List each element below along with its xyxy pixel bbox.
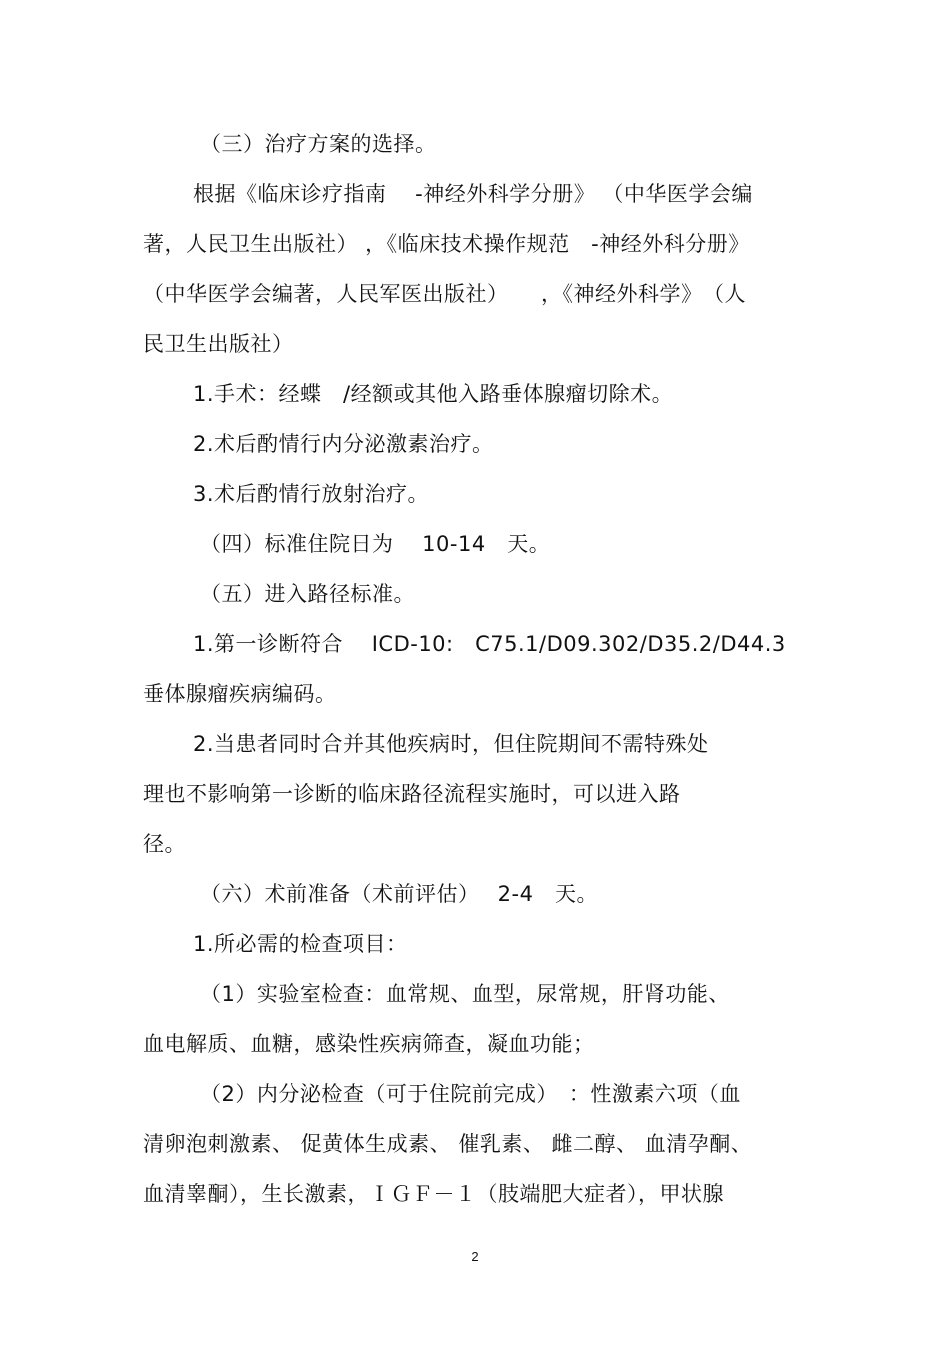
text-line-11: 1.第一诊断符合 ICD-10: C75.1/D09.302/D35.2/D44.3 [193,632,786,656]
text-line-13: 2.当患者同时合并其他疾病时，但住院期间不需特殊处 [193,732,709,756]
text-line-12: 垂体腺瘤疾病编码。 [143,682,337,706]
text-line-17: 1.所必需的检查项目： [193,932,408,956]
text-line-1: （三）治疗方案的选择。 [200,132,437,156]
text-line-6: 1.手术：经蝶 /经额或其他入路垂体腺瘤切除术。 [193,382,674,406]
text-line-2: 根据《临床诊疗指南 -神经外科学分册》 （中华医学会编 [193,182,753,206]
text-line-21: 清卵泡刺激素、 促黄体生成素、 催乳素、 雌二醇、 血清孕酮、 [143,1132,753,1156]
text-line-20: （2）内分泌检查（可于住院前完成） ：性激素六项（血 [200,1082,741,1106]
text-line-14: 理也不影响第一诊断的临床路径流程实施时，可以进入路 [143,782,681,806]
text-line-15: 径。 [143,832,186,856]
text-line-7: 2.术后酌情行内分泌激素治疗。 [193,432,494,456]
text-line-16: （六）术前准备（术前评估） 2-4 天。 [200,882,598,906]
text-line-10: （五）进入路径标准。 [200,582,415,606]
text-line-3: 著，人民卫生出版社） ，《临床技术操作规范 -神经外科分册》 [143,232,750,256]
text-line-22: 血清睾酮），生长激素，ＩＧＦ－１（肢端肥大症者），甲状腺 [143,1182,724,1206]
text-line-19: 血电解质、血糖，感染性疾病筛查，凝血功能； [143,1032,595,1056]
page-number: 2 [471,1249,479,1264]
text-line-18: （1）实验室检查：血常规、血型，尿常规，肝肾功能、 [200,982,730,1006]
text-line-5: 民卫生出版社） [143,332,294,356]
text-line-4: （中华医学会编著，人民军医出版社） ，《神经外科学》 （人 [143,282,746,306]
text-line-9: （四）标准住院日为 10-14 天。 [200,532,551,556]
text-line-8: 3.术后酌情行放射治疗。 [193,482,430,506]
